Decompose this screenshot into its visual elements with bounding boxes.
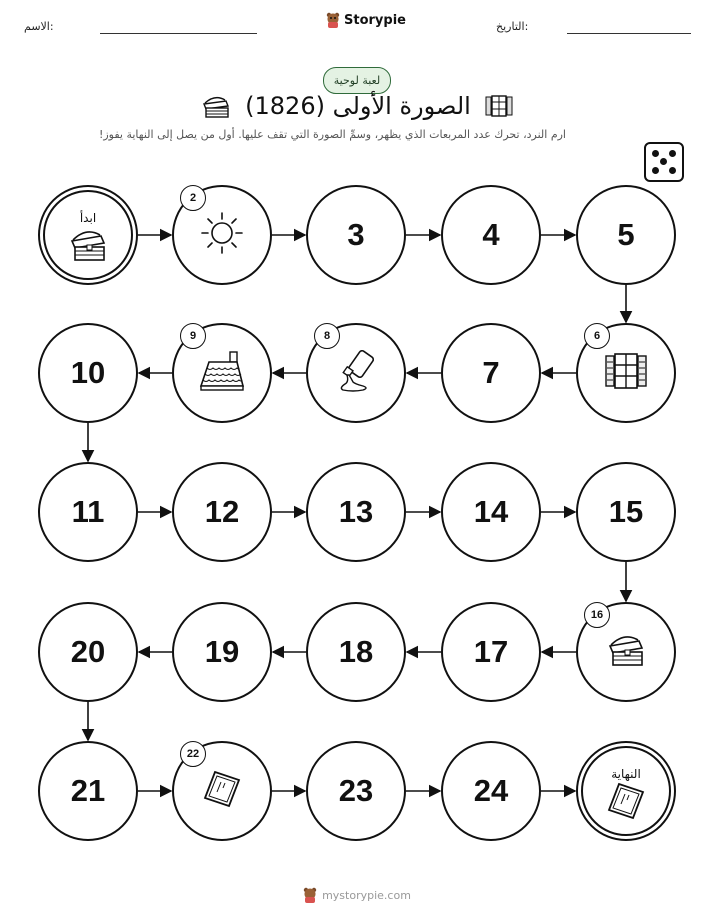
space-number-badge: 8 — [314, 323, 340, 349]
board-space-12 — [172, 462, 272, 562]
board-space-14 — [441, 462, 541, 562]
space-number: 23 — [338, 773, 374, 808]
space-number: 15 — [608, 494, 644, 529]
space-number: 14 — [473, 494, 509, 529]
board-space-8 — [306, 323, 406, 423]
space-number: 12 — [204, 494, 240, 529]
date-label: التاريخ: — [496, 20, 529, 33]
space-number: 5 — [617, 217, 635, 252]
brand-name: Storypie — [344, 12, 406, 28]
space-number: 17 — [473, 634, 509, 669]
glass-plate-icon — [605, 780, 647, 826]
board-space-4 — [441, 185, 541, 285]
board-space-10 — [38, 323, 138, 423]
space-number: 13 — [338, 494, 374, 529]
board-space-18 — [306, 602, 406, 702]
treasure-chest-icon — [68, 227, 108, 267]
roof-icon — [197, 350, 247, 396]
page-title: الصورة الأولى (1826) — [245, 92, 471, 120]
space-number-badge: 22 — [180, 741, 206, 767]
game-type-badge: لعبة لوحية — [323, 67, 391, 94]
board-space-22 — [172, 741, 272, 841]
board-space-20 — [38, 602, 138, 702]
space-number-badge: 6 — [584, 323, 610, 349]
board-space-16 — [576, 602, 676, 702]
footer-url: mystorypie.com — [322, 888, 411, 902]
space-number: 3 — [347, 217, 365, 252]
board-space-7 — [441, 323, 541, 423]
window-icon — [603, 351, 649, 395]
board-space-11 — [38, 462, 138, 562]
space-number: 4 — [482, 217, 500, 252]
board-space-23 — [306, 741, 406, 841]
board-space-17 — [441, 602, 541, 702]
sun-icon — [199, 210, 245, 260]
space-number: 21 — [70, 773, 106, 808]
board-space-24 — [441, 741, 541, 841]
board-space-19 — [172, 602, 272, 702]
treasure-chest-icon — [606, 632, 646, 672]
space-number: 24 — [473, 773, 509, 808]
board-space-5 — [576, 185, 676, 285]
name-label: الاسم: — [24, 20, 54, 33]
space-number: 7 — [482, 355, 500, 390]
spilled-bottle-icon — [333, 348, 379, 398]
board-space-6 — [576, 323, 676, 423]
board-space-9 — [172, 323, 272, 423]
start-space — [38, 185, 138, 285]
bear-mascot-icon — [303, 887, 317, 903]
instructions-text: ارم النرد، تحرك عدد المربعات الذي يظهر، وسمِّ الصورة التي تقف عليها. أول من يصل إلى النهاية يفوز! — [98, 128, 566, 141]
finish-space — [576, 741, 676, 841]
space-number: 18 — [338, 634, 374, 669]
space-number: 11 — [71, 494, 105, 529]
board-space-21 — [38, 741, 138, 841]
space-number-badge: 9 — [180, 323, 206, 349]
footer — [0, 887, 714, 903]
glass-plate-icon — [201, 768, 243, 814]
space-number: 19 — [204, 634, 240, 669]
start-label: ابدأ — [79, 211, 97, 225]
board-space-3 — [306, 185, 406, 285]
board-space-2 — [172, 185, 272, 285]
space-number: 20 — [70, 634, 106, 669]
space-number-badge: 2 — [180, 185, 206, 211]
finish-label: النهاية — [611, 767, 641, 781]
space-number: 10 — [70, 355, 106, 390]
board-space-15 — [576, 462, 676, 562]
space-number-badge: 16 — [584, 602, 610, 628]
board-space-13 — [306, 462, 406, 562]
